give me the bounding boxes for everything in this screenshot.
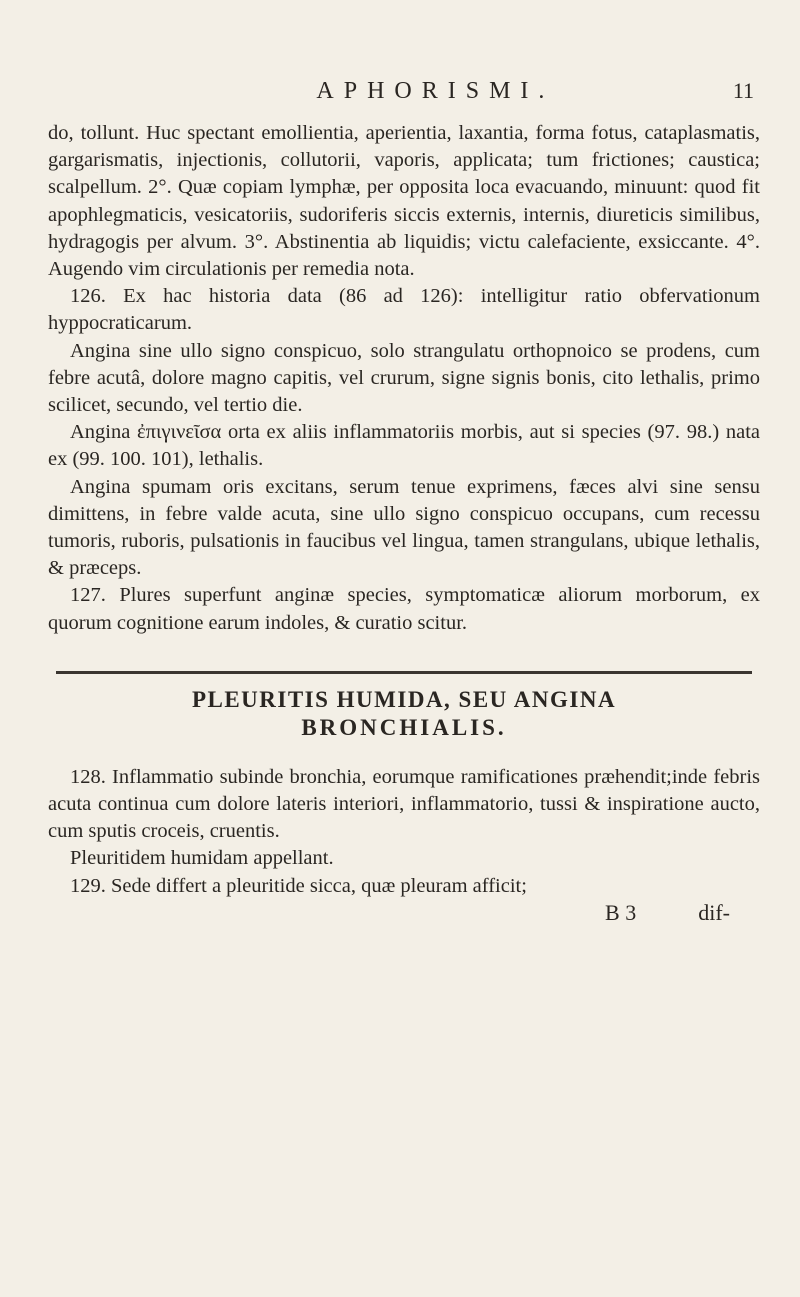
paragraph: do, tollunt. Huc spectant emollientia, aperientia, laxantia, forma fotus, cataplasmatis, gargarismatis, injectionis, collutorii, vaporis, applicata; tum frictiones; caustica; scalpellum. 2°. Quæ copiam lymphæ, per opposita loca evacuando, minuunt: quod fit apophlegmaticis, vesicatoriis, sudoriferis siccis externis, internis, diureticis similibus, hydragogis per alvum. 3°. Abstinentia ab liquidis; victu calefaciente, exsiccante. 4°. Augendo vim circulationis per remedia nota. [48, 122, 760, 281]
text-block-top [48, 120, 760, 637]
paragraph: Angina ἐπιγινεῖσα orta ex aliis inflammatoriis morbis, aut si species (97. 98.) nata ex (99. 100. 101), lethalis. [48, 421, 760, 471]
signature-mark: B 3 [605, 899, 637, 925]
paragraph: 128. Inflammatio subinde bronchia, eorumque ramificationes præhendit;inde febris acuta continua cum dolore lateris interiori, inflammatorio, tussi & inspiratione aucto, cum sputis croceis, cruentis. [48, 765, 760, 843]
paragraph: 129. Sede differt a pleuritide sicca, quæ pleuram afficit; [70, 874, 527, 897]
section-title-line2: BRONCHIALIS. [301, 714, 507, 740]
section-divider [56, 671, 752, 674]
paragraph: 126. Ex hac historia data (86 ad 126): intelligitur ratio obfervationum hyppocraticarum. [48, 285, 760, 335]
section-title-line1: PLEURITIS HUMIDA, SEU ANGINA [191, 686, 617, 712]
running-head [48, 0, 760, 114]
section-title [48, 686, 760, 742]
text-block-bottom [48, 764, 760, 900]
catchword: dif- [698, 899, 730, 925]
paragraph: Pleuritidem humidam appellant. [70, 847, 334, 870]
page-number: 11 [732, 78, 754, 103]
page-footer [48, 900, 760, 926]
paragraph: Angina spumam oris excitans, serum tenue exprimens, fæces alvi sine sensu dimittens, in febre valde acuta, sine ullo signo conspicuo occupans, cum recessu tumoris, ruboris, pulsationis in faucibus vel lingua, tamen strangulans, ubique lethalis, & præceps. [48, 475, 760, 580]
paragraph: 127. Plures superfunt anginæ species, symptomaticæ aliorum morborum, ex quorum cognitione earum indoles, & curatio scitur. [48, 584, 760, 634]
running-title: APHORISMI. [316, 78, 555, 104]
paragraph: Angina sine ullo signo conspicuo, solo strangulatu orthopnoico se prodens, cum febre acutâ, dolore magno capitis, vel crurum, signe signis bonis, cito lethalis, primo scilicet, secundo, vel tertio die. [48, 339, 760, 417]
